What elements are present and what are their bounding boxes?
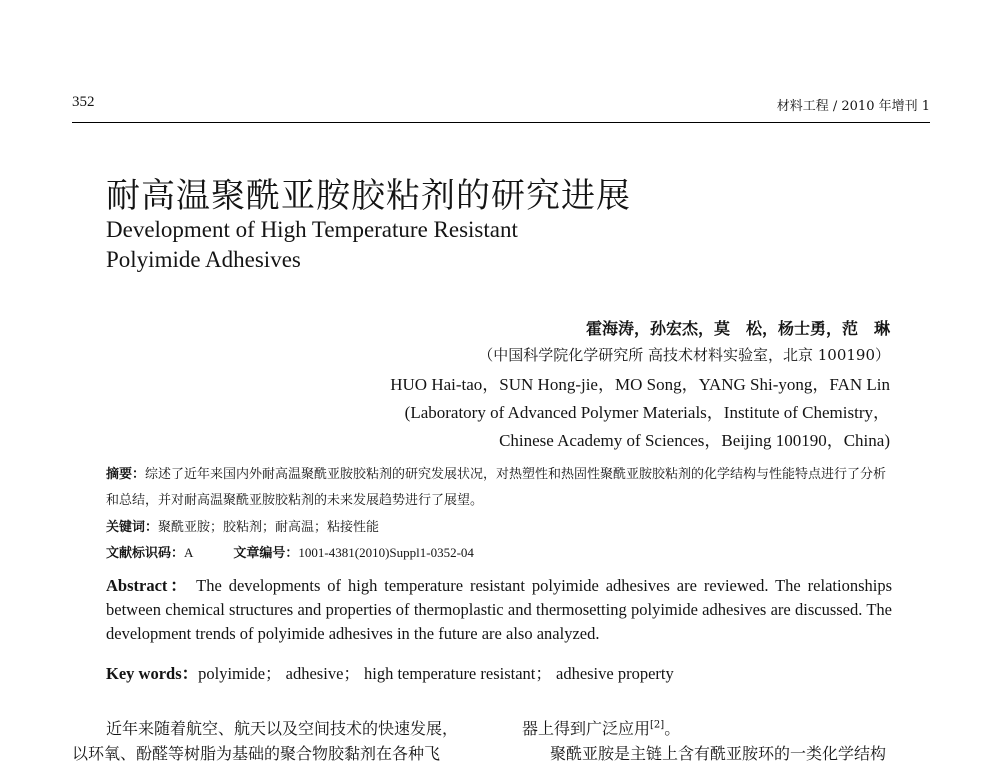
abstract-english-label: Abstract： [106,576,190,595]
body-left-line-2: 以环氧、酚醛等树脂为基础的聚合物胶黏剂在各种飞 [72,744,441,763]
title-chinese: 耐高温聚酰亚胺胶粘剂的研究进展 [106,176,631,216]
header-rule [72,122,930,123]
keywords-chinese [106,516,379,535]
page-number: 352 [72,94,95,110]
abstract-chinese [106,462,896,514]
keywords-english [106,660,674,684]
body-right-line-1-end: 。 [664,719,681,738]
title-english-line-2: Polyimide Adhesives [106,247,301,272]
abstract-chinese-label: 摘要： [106,467,146,482]
affiliation-chinese: （中国科学院化学研究所 高技术材料实验室，北京 100190） [478,346,890,364]
keywords-chinese-text: 聚酰亚胺；胶粘剂；耐高温；粘接性能 [158,520,380,535]
body-right-line-2: 聚酰亚胺是主链上含有酰亚胺环的一类化学结构 [550,744,887,763]
citation-ref: [2] [650,719,665,731]
keywords-english-label: Key words： [106,664,199,683]
doc-code-label: 文献标识码： [106,546,185,561]
classification-line [106,542,474,561]
abstract-english [106,574,892,646]
affiliation-english-line-2: Chinese Academy of Sciences，Beijing 100190，China) [499,431,890,450]
keywords-chinese-label: 关键词： [106,520,159,535]
doc-code: A [184,545,194,560]
abstract-english-text: The developments of high temperature resistant polyimide adhesives are reviewed. The relationships between chemical structures and properties of thermoplastic and thermosetting polyimide adhesives are discussed. The development trends of polyimide adhesives in the future are also analyzed. [106,576,892,643]
title-english [106,215,706,275]
authors-chinese: 霍海涛，孙宏杰，莫 松，杨士勇，范 琳 [585,319,890,338]
body-right-line-1 [522,716,680,739]
journal-name: 材料工程 / 2010 年增刊 1 [776,99,930,114]
keywords-english-text: polyimide； adhesive； high temperature resistant； adhesive property [198,664,674,683]
title-english-line-1: Development of High Temperature Resistant [106,217,518,242]
body-right-line-1-text: 器上得到广泛应用 [522,719,651,738]
body-left-line-1: 近年来随着航空、航天以及空间技术的快速发展， [106,719,459,738]
authors-english: HUO Hai-tao，SUN Hong-jie，MO Song，YANG Shi-yong，FAN Lin [390,375,890,394]
affiliation-english-line-1: (Laboratory of Advanced Polymer Materials，Institute of Chemistry， [404,403,890,422]
abstract-chinese-text: 综述了近年来国内外耐高温聚酰亚胺胶粘剂的研究发展状况，对热塑性和热固性聚酰亚胺胶粘剂的化学结构与性能特点进行了分析和总结，并对耐高温聚酰亚胺胶粘剂的未来发展趋势进行了展望。 [106,467,887,508]
article-number-label: 文章编号： [233,546,299,561]
article-number: 1001-4381(2010)Suppl1-0352-04 [298,545,474,560]
